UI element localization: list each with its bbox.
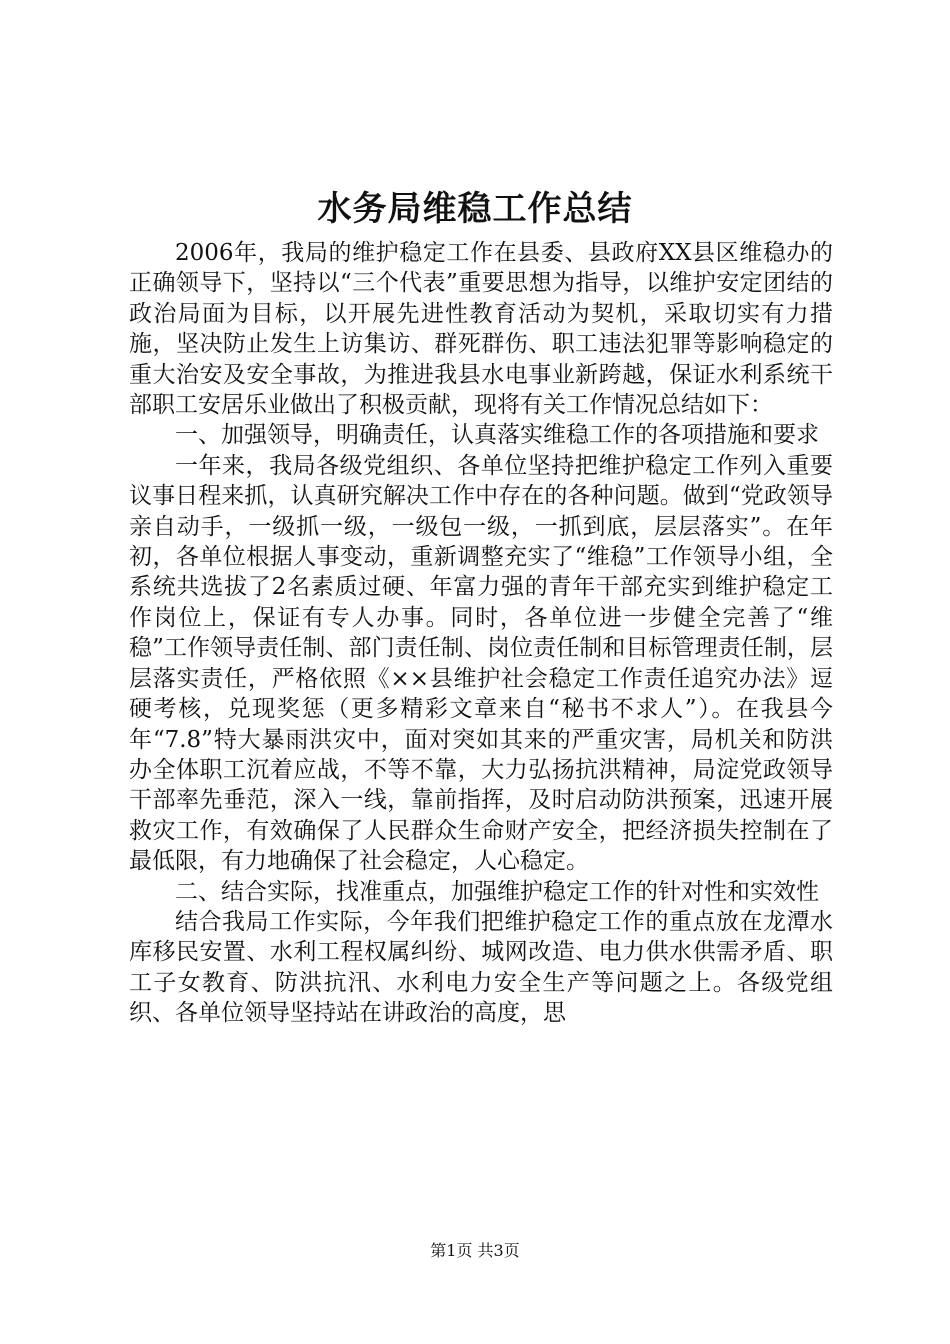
section-heading-2: 二、结合实际，找准重点，加强维护稳定工作的针对性和实效性 [175, 878, 819, 905]
page-footer [0, 1240, 950, 1262]
page-number: 第1页 共3页 [430, 1241, 520, 1260]
paragraph-section-2: 结合我局工作实际，今年我们把维护稳定工作的重点放在龙潭水库移民安置、水利工程权属纠纷、城网改造、电力供水供需矛盾、职工子女教育、防洪抗汛、水利电力安全生产等问题之上。各级党组织、各单位领导坚持站在讲政治的高度，思 [129, 908, 833, 1027]
section-heading-1: 一、加强领导，明确责任，认真落实维稳工作的各项措施和要求 [175, 422, 819, 449]
document-body [129, 238, 833, 1029]
paragraph-intro: 2006年，我局的维护稳定工作在县委、县政府XX县区维稳办的正确领导下，坚持以“三个代表”重要思想为指导，以维护安定团结的政治局面为目标，以开展先进性教育活动为契机，采取切实有力措施，坚决防止发生上访集访、群死群伤、职工违法犯罪等影响稳定的重大治安及安全事故，为推进我县水电事业新跨越，保证水利系统干部职工安居乐业做出了积极贡献，现将有关工作情况总结如下： [129, 240, 833, 419]
document-title: 水务局维稳工作总结 [317, 189, 633, 229]
paragraph-section-1: 一年来，我局各级党组织、各单位坚持把维护稳定工作列入重要议事日程来抓，认真研究解决工作中存在的各种问题。做到“党政领导亲自动手，一级抓一级，一级包一级，一抓到底，层层落实”。在年初，各单位根据人事变动，重新调整充实了“维稳”工作领导小组，全系统共选拔了2名素质过硬、年富力强的青年干部充实到维护稳定工作岗位上，保证有专人办事。同时，各单位进一步健全完善了“维稳”工作领导责任制、部门责任制、岗位责任制和目标管理责任制，层层落实责任，严格依照《××县维护社会稳定工作责任追究办法》逗硬考核，兑现奖惩（更多精彩文章来自“秘书不求人”）。在我县今年“7.8”特大暴雨洪灾中，面对突如其来的严重灾害，局机关和防洪办全体职工沉着应战，不等不靠，大力弘扬抗洪精神，局淀党政领导干部率先垂范，深入一线，靠前指挥，及时启动防洪预案，迅速开展救灾工作，有效确保了人民群众生命财产安全，把经济损失控制在了最低限，有力地确保了社会稳定，人心稳定。 [129, 452, 833, 875]
